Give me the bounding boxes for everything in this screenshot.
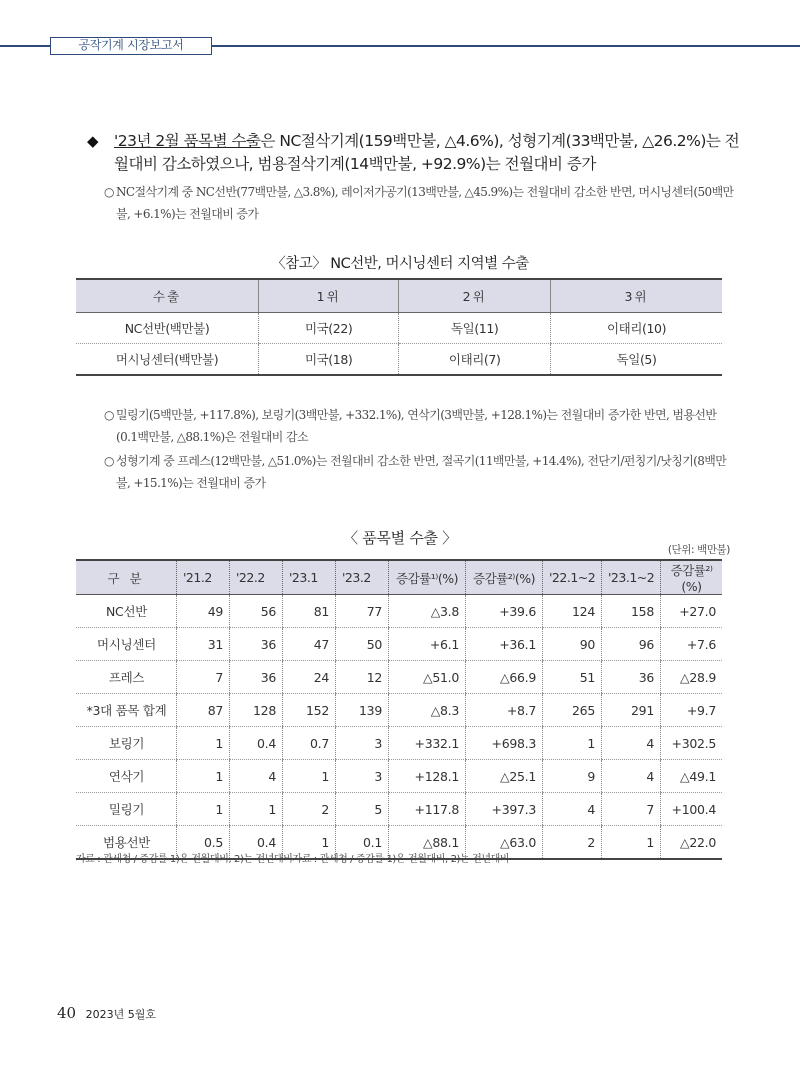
column-header: 구 분 bbox=[76, 560, 177, 595]
table-row bbox=[76, 793, 722, 826]
table-cell: +128.1 bbox=[389, 760, 466, 793]
column-header: 증감률²⁾(%) bbox=[466, 560, 543, 595]
table-cell: +397.3 bbox=[466, 793, 543, 826]
sub-bullet bbox=[104, 181, 736, 225]
sub-bullet-text: 밀링기(5백만불, +117.8%), 보링기(3백만불, +332.1%), 연삭기(3백만불, +128.1%)는 전월대비 증가한 반면, 범용선반(0.1백만불, △88.1%)은 전월대비 감소 bbox=[116, 408, 717, 444]
sub-bullet bbox=[104, 450, 736, 494]
table-cell: 152 bbox=[283, 694, 336, 727]
column-header: 증감률¹⁾(%) bbox=[389, 560, 466, 595]
table-cell: 독일(5) bbox=[551, 344, 722, 376]
export-table bbox=[76, 559, 722, 860]
table-cell: △8.3 bbox=[389, 694, 466, 727]
table-cell: △22.0 bbox=[661, 826, 723, 860]
table-row bbox=[76, 595, 722, 628]
table-cell: 51 bbox=[543, 661, 602, 694]
row-label: 보링기 bbox=[76, 727, 177, 760]
table-row bbox=[76, 760, 722, 793]
table-cell: 0.5 bbox=[177, 826, 230, 860]
table-cell: NC선반(백만불) bbox=[76, 313, 259, 344]
table-cell: 1 bbox=[543, 727, 602, 760]
table-cell: 4 bbox=[602, 727, 661, 760]
column-header: 증감률²⁾(%) bbox=[661, 560, 723, 595]
reference-table bbox=[76, 278, 722, 376]
page-number: 40 bbox=[57, 1004, 77, 1022]
table-cell: 미국(22) bbox=[259, 313, 399, 344]
table-cell: 90 bbox=[543, 628, 602, 661]
sub-bullet bbox=[104, 404, 736, 448]
source-note: 자료 : 관세청 / 증감률 1)은 전월대비, 2)는 전년대비자료 : 관세청 / 증감률 1)은 전월대비, 2)는 전년대비 bbox=[76, 854, 510, 865]
column-header: 1위 bbox=[259, 279, 399, 313]
table-cell: 3 bbox=[336, 727, 389, 760]
column-header: '23.2 bbox=[336, 560, 389, 595]
row-label: NC선반 bbox=[76, 595, 177, 628]
column-header: '22.1~2 bbox=[543, 560, 602, 595]
table-cell: +27.0 bbox=[661, 595, 723, 628]
table-cell: 0.4 bbox=[230, 727, 283, 760]
table-cell: 158 bbox=[602, 595, 661, 628]
table-cell: 87 bbox=[177, 694, 230, 727]
column-header: 수출 bbox=[76, 279, 259, 313]
unit-label: (단위: 백만불) bbox=[667, 544, 730, 556]
table-header-row bbox=[76, 560, 722, 595]
export-table-body bbox=[76, 595, 722, 860]
table-cell: 24 bbox=[283, 661, 336, 694]
table-cell: 7 bbox=[177, 661, 230, 694]
table-cell: 47 bbox=[283, 628, 336, 661]
reference-table-title: 〈참고〉 NC선반, 머시닝센터 지역별 수출 bbox=[271, 256, 529, 272]
table-cell: +698.3 bbox=[466, 727, 543, 760]
table-cell: +6.1 bbox=[389, 628, 466, 661]
table-cell: +9.7 bbox=[661, 694, 723, 727]
table-cell: 1 bbox=[602, 826, 661, 860]
table-cell: 2 bbox=[543, 826, 602, 860]
page-footer bbox=[57, 1004, 156, 1022]
table-cell: 96 bbox=[602, 628, 661, 661]
table-cell: 50 bbox=[336, 628, 389, 661]
table-cell: 0.7 bbox=[283, 727, 336, 760]
table-cell: 독일(11) bbox=[399, 313, 551, 344]
table-cell: +7.6 bbox=[661, 628, 723, 661]
table-row bbox=[76, 727, 722, 760]
circle-bullet-icon: ○ bbox=[104, 454, 114, 468]
table-cell: 124 bbox=[543, 595, 602, 628]
diamond-bullet-icon: ◆ bbox=[87, 132, 99, 150]
table-cell: 128 bbox=[230, 694, 283, 727]
table-cell: 9 bbox=[543, 760, 602, 793]
row-label: 프레스 bbox=[76, 661, 177, 694]
table-cell: 81 bbox=[283, 595, 336, 628]
table-row bbox=[76, 313, 722, 344]
table-cell: 56 bbox=[230, 595, 283, 628]
table-row bbox=[76, 694, 722, 727]
table-cell: 미국(18) bbox=[259, 344, 399, 376]
column-header: '22.2 bbox=[230, 560, 283, 595]
table-cell: 1 bbox=[177, 760, 230, 793]
table-cell: 4 bbox=[602, 760, 661, 793]
table-cell: 36 bbox=[230, 628, 283, 661]
table-cell: 이태리(10) bbox=[551, 313, 722, 344]
main-bullet-underlined: '23년 2월 품목별 수출 bbox=[114, 132, 261, 150]
column-header: '23.1 bbox=[283, 560, 336, 595]
circle-bullet-icon: ○ bbox=[104, 408, 114, 422]
table-cell: 36 bbox=[602, 661, 661, 694]
table-cell: 36 bbox=[230, 661, 283, 694]
table-cell: 4 bbox=[230, 760, 283, 793]
table-cell: 0.4 bbox=[230, 826, 283, 860]
table-cell: 머시닝센터(백만불) bbox=[76, 344, 259, 376]
table-cell: 291 bbox=[602, 694, 661, 727]
table-cell: 0.1 bbox=[336, 826, 389, 860]
column-header: 3위 bbox=[551, 279, 722, 313]
table-cell: △63.0 bbox=[466, 826, 543, 860]
table-cell: 31 bbox=[177, 628, 230, 661]
table-cell: +332.1 bbox=[389, 727, 466, 760]
table-cell: 139 bbox=[336, 694, 389, 727]
table-cell: △88.1 bbox=[389, 826, 466, 860]
sub-bullet-text: NC절삭기계 중 NC선반(77백만불, △3.8%), 레이저가공기(13백만불, △45.9%)는 전월대비 감소한 반면, 머시닝센터(50백만불, +6.1%)는 전월대비 증가 bbox=[116, 185, 734, 221]
row-label: *3대 품목 합계 bbox=[76, 694, 177, 727]
table-cell: 4 bbox=[543, 793, 602, 826]
row-label: 밀링기 bbox=[76, 793, 177, 826]
column-header: '21.2 bbox=[177, 560, 230, 595]
circle-bullet-icon: ○ bbox=[104, 185, 114, 199]
row-label: 머시닝센터 bbox=[76, 628, 177, 661]
table-cell: +100.4 bbox=[661, 793, 723, 826]
table-cell: 5 bbox=[336, 793, 389, 826]
table-cell: 이태리(7) bbox=[399, 344, 551, 376]
main-bullet-text bbox=[114, 130, 750, 176]
table-cell: 3 bbox=[336, 760, 389, 793]
main-bullet-rest: 은 NC절삭기계(159백만불, △4.6%), 성형기계(33백만불, △26.2%)는 전월대비 감소하였으나, 범용절삭기계(14백만불, +92.9%)는 전월대비 증가 bbox=[114, 132, 740, 173]
table-row bbox=[76, 344, 722, 376]
table-cell: 49 bbox=[177, 595, 230, 628]
table-cell: 1 bbox=[283, 826, 336, 860]
table-row bbox=[76, 661, 722, 694]
table-cell: △51.0 bbox=[389, 661, 466, 694]
table-cell: +36.1 bbox=[466, 628, 543, 661]
table-cell: △28.9 bbox=[661, 661, 723, 694]
table-cell: 77 bbox=[336, 595, 389, 628]
table-cell: +302.5 bbox=[661, 727, 723, 760]
table-cell: +8.7 bbox=[466, 694, 543, 727]
column-header: 2위 bbox=[399, 279, 551, 313]
table-cell: 2 bbox=[283, 793, 336, 826]
section-title: 공작기계 시장보고서 bbox=[50, 37, 212, 55]
table-cell: 12 bbox=[336, 661, 389, 694]
table-header-row bbox=[76, 279, 722, 313]
table-cell: +117.8 bbox=[389, 793, 466, 826]
table-cell: △66.9 bbox=[466, 661, 543, 694]
column-header: '23.1~2 bbox=[602, 560, 661, 595]
table-cell: 265 bbox=[543, 694, 602, 727]
table-cell: 1 bbox=[230, 793, 283, 826]
table-cell: 1 bbox=[177, 727, 230, 760]
table-cell: 1 bbox=[177, 793, 230, 826]
issue-label: 2023년 5월호 bbox=[85, 1008, 156, 1021]
table-cell: △25.1 bbox=[466, 760, 543, 793]
table-cell: 7 bbox=[602, 793, 661, 826]
row-label: 범용선반 bbox=[76, 826, 177, 860]
table-cell: △49.1 bbox=[661, 760, 723, 793]
table-cell: +39.6 bbox=[466, 595, 543, 628]
sub-bullet-text: 성형기계 중 프레스(12백만불, △51.0%)는 전월대비 감소한 반면, 절곡기(11백만불, +14.4%), 전단기/펀칭기/낫칭기(8백만불, +15.1%)는 전월대비 증가 bbox=[116, 454, 727, 490]
table-row bbox=[76, 628, 722, 661]
table-cell: 1 bbox=[283, 760, 336, 793]
export-table-title: 〈 품목별 수출 〉 bbox=[343, 529, 457, 547]
row-label: 연삭기 bbox=[76, 760, 177, 793]
table-cell: △3.8 bbox=[389, 595, 466, 628]
main-bullet bbox=[87, 130, 750, 176]
